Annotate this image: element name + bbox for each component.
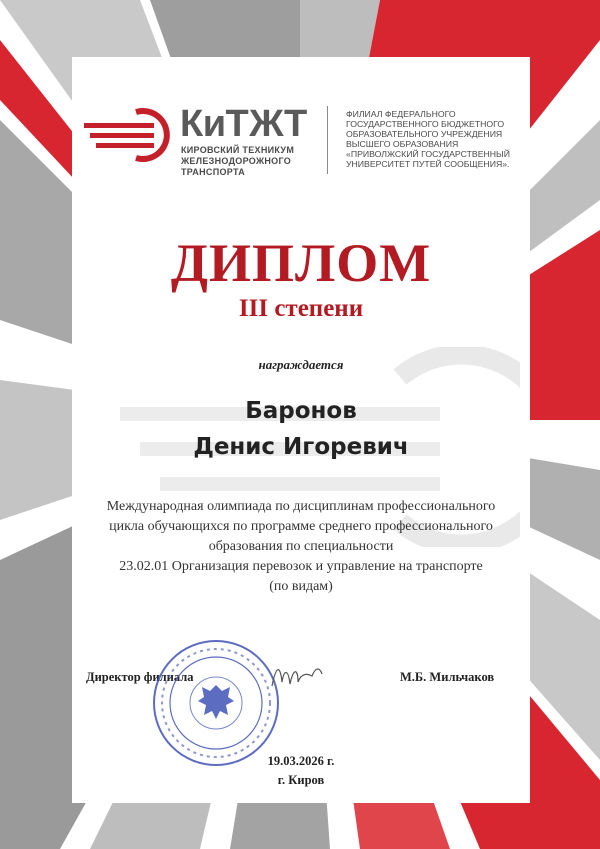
branch-description: ФИЛИАЛ ФЕДЕРАЛЬНОГО ГОСУДАРСТВЕННОГО БЮДЖЕТНОГО ОБРАЗОВАТЕЛЬНОГО УЧРЕЖДЕНИЯ ВЫСШЕГО ОБРАЗОВАНИЯ «ПРИВОЛЖСКИЙ ГОСУДАРСТВЕННЫЙ УНИВЕРСИТЕТ ПУТЕЙ СООБЩЕНИЯ». <box>346 109 510 169</box>
awarded-label: награждается <box>258 357 344 372</box>
logo-name: КиТЖТ <box>180 103 307 145</box>
olympiad-description: Международная олимпиада по дисциплинам профессионального цикла обучающихся по программе среднего профессионального образования по специальности 23.02.01 Организация перевозок и управление на транспорте (по видам) <box>106 499 496 594</box>
logo-subtitle: КИРОВСКИЙ ТЕХНИКУМ ЖЕЛЕЗНОДОРОЖНОГО ТРАНСПОРТА <box>181 145 295 177</box>
recipient-last-name: Баронов <box>245 398 357 424</box>
diploma-degree: III степени <box>238 295 364 322</box>
director-name: М.Б. Мильчаков <box>400 670 495 684</box>
signature <box>268 656 328 696</box>
coat-of-arms-icon <box>198 685 234 719</box>
issue-date: 19.03.2026 г. <box>267 754 335 768</box>
diploma-title: ДИПЛОМ <box>170 233 432 293</box>
issue-city: г. Киров <box>277 773 325 787</box>
recipient-first-patronymic: Денис Игоревич <box>193 434 409 460</box>
railway-emblem-icon <box>84 106 170 164</box>
logo-divider <box>327 106 328 174</box>
official-stamp <box>150 637 282 769</box>
director-position: Директор филиала <box>86 670 194 684</box>
